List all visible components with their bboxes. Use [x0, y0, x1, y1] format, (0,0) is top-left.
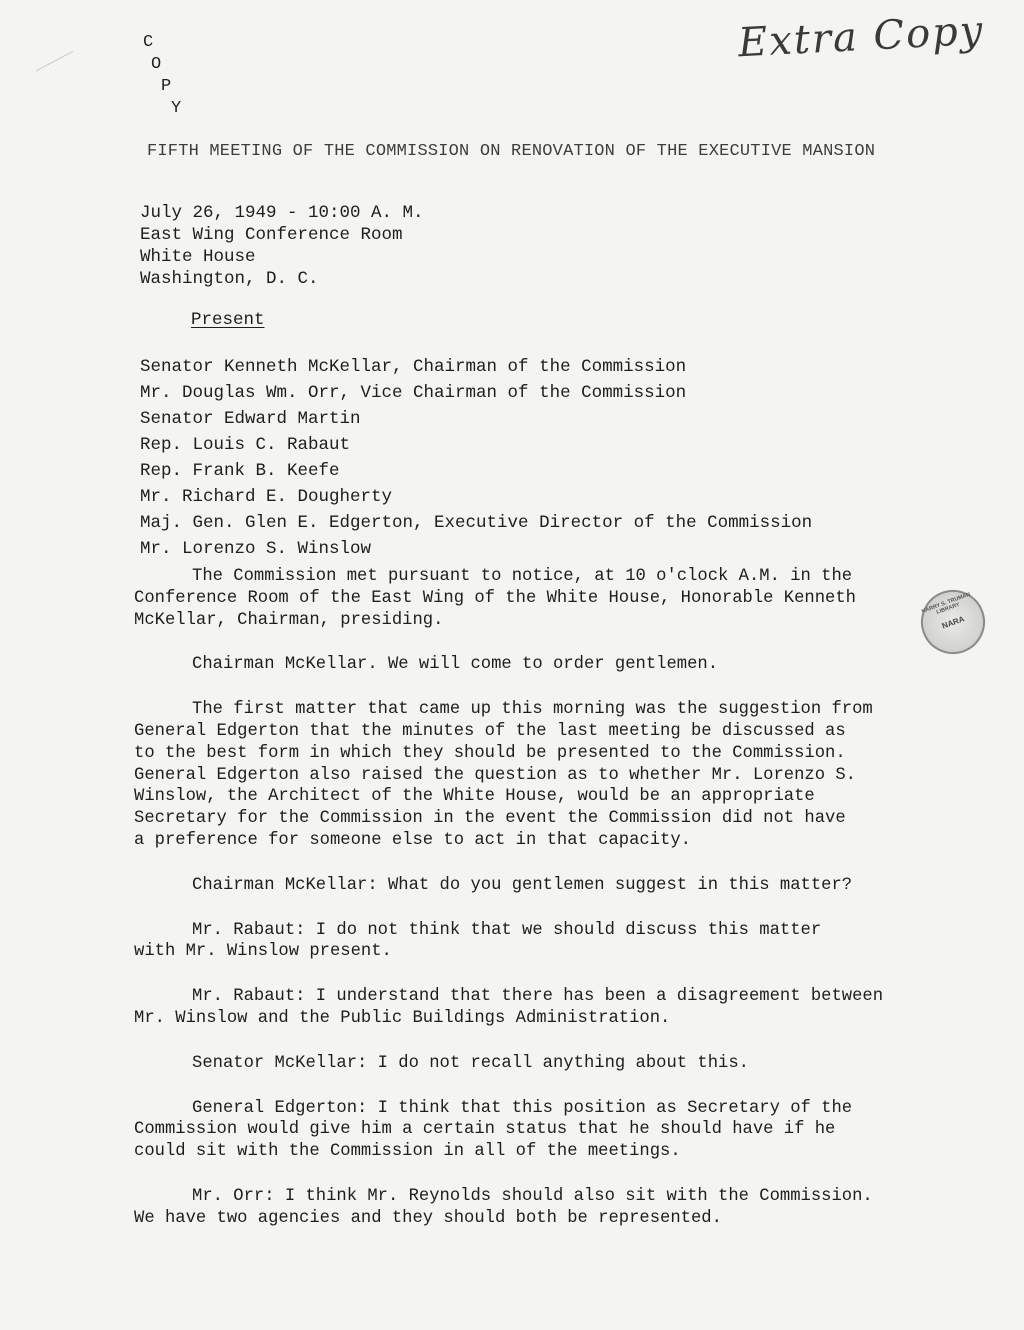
- text-line: The first matter that came up this morning was the suggestion from: [192, 700, 873, 720]
- paragraph: [134, 566, 934, 631]
- text-line: Winslow, the Architect of the White House, would be an appropriate: [134, 787, 815, 807]
- attendee: Mr. Richard E. Dougherty: [140, 487, 393, 507]
- meeting-date-time: July 26, 1949 - 10:00 A. M.: [140, 203, 424, 223]
- present-heading: Present: [191, 310, 265, 330]
- meeting-header: [140, 202, 424, 290]
- text-line: Secretary for the Commission in the event the Commission did not have: [134, 809, 846, 829]
- paragraph: [134, 920, 934, 964]
- copy-letter: P: [161, 77, 172, 96]
- text-line: Commission would give him a certain status that he should have if he: [134, 1120, 836, 1140]
- copy-mark: [143, 32, 182, 120]
- text-line: Mr. Orr: I think Mr. Reynolds should also sit with the Commission.: [192, 1186, 873, 1206]
- text-line: could sit with the Commission in all of the meetings.: [134, 1142, 681, 1162]
- text-line: We have two agencies and they should both be represented.: [134, 1208, 722, 1228]
- text-line: Mr. Rabaut: I understand that there has been a disagreement between: [192, 987, 884, 1007]
- text-line: with Mr. Winslow present.: [134, 942, 392, 962]
- text-line: General Edgerton: I think that this position as Secretary of the: [192, 1098, 853, 1118]
- paragraph: [134, 699, 934, 852]
- text-line: a preference for someone else to act in that capacity.: [134, 830, 691, 850]
- copy-letter: Y: [171, 99, 182, 118]
- paragraph: [134, 875, 934, 897]
- text-line: to the best form in which they should be presented to the Commission.: [134, 743, 846, 763]
- minutes-body: [134, 566, 934, 1253]
- document-title: FIFTH MEETING OF THE COMMISSION ON RENOVATION OF THE EXECUTIVE MANSION: [147, 142, 876, 161]
- stamp-ring-text: HARRY S. TRUMAN LIBRARY: [921, 591, 972, 616]
- paragraph: [134, 986, 934, 1030]
- stamp-center-text: NARA: [940, 614, 966, 631]
- handwritten-note: Extra Copy: [736, 7, 986, 67]
- attendee: Mr. Lorenzo S. Winslow: [140, 539, 372, 559]
- meeting-building: White House: [140, 247, 256, 267]
- text-line: General Edgerton that the minutes of the last meeting be discussed as: [134, 721, 846, 741]
- text-line: McKellar, Chairman, presiding.: [134, 610, 444, 630]
- attendee: Maj. Gen. Glen E. Edgerton, Executive Director of the Commission: [140, 513, 813, 533]
- attendee-list: [140, 354, 812, 562]
- paragraph: [134, 1098, 934, 1163]
- paragraph: [134, 654, 934, 676]
- text-line: Senator McKellar: I do not recall anything about this.: [192, 1053, 749, 1073]
- text-line: Chairman McKellar: What do you gentlemen suggest in this matter?: [192, 875, 853, 895]
- attendee: Senator Edward Martin: [140, 409, 361, 429]
- paragraph: [134, 1053, 934, 1075]
- text-line: General Edgerton also raised the question as to whether Mr. Lorenzo S.: [134, 765, 856, 785]
- meeting-room: East Wing Conference Room: [140, 225, 403, 245]
- attendee: Rep. Louis C. Rabaut: [140, 435, 351, 455]
- text-line: Mr. Rabaut: I do not think that we should discuss this matter: [192, 920, 822, 940]
- pencil-mark: [36, 51, 78, 80]
- copy-letter: C: [143, 33, 154, 52]
- attendee: Rep. Frank B. Keefe: [140, 461, 340, 481]
- attendee: Senator Kenneth McKellar, Chairman of the Commission: [140, 357, 687, 377]
- attendee: Mr. Douglas Wm. Orr, Vice Chairman of the Commission: [140, 383, 687, 403]
- meeting-city: Washington, D. C.: [140, 269, 319, 289]
- paragraph: [134, 1186, 934, 1230]
- text-line: The Commission met pursuant to notice, at 10 o'clock A.M. in the: [192, 567, 853, 586]
- text-line: Conference Room of the East Wing of the White House, Honorable Kenneth: [134, 588, 856, 608]
- copy-letter: O: [151, 55, 162, 74]
- text-line: Chairman McKellar. We will come to order gentlemen.: [192, 655, 719, 675]
- text-line: Mr. Winslow and the Public Buildings Administration.: [134, 1008, 671, 1028]
